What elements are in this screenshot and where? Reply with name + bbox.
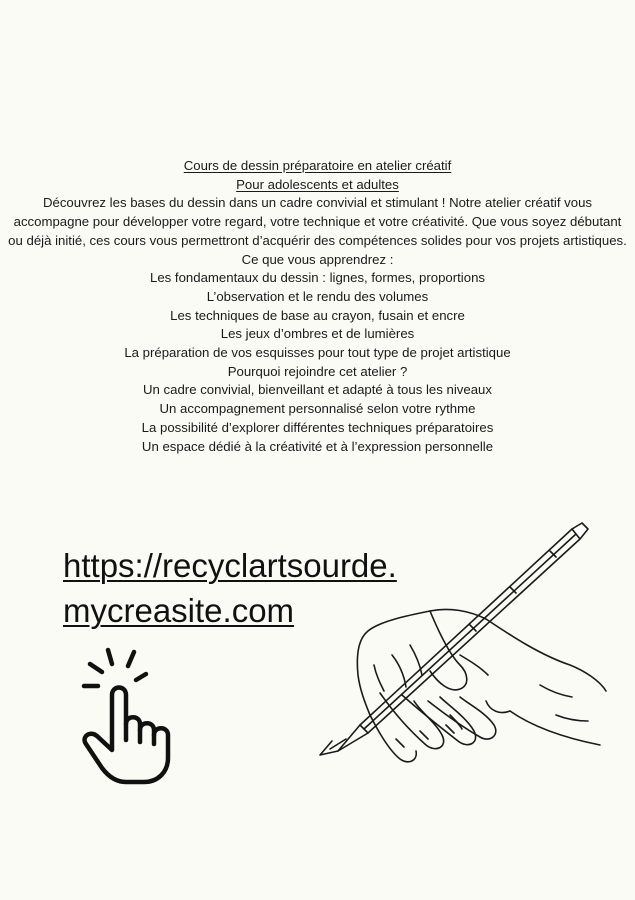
course-title: Cours de dessin préparatoire en atelier créatif [183, 158, 452, 173]
why-item: Un accompagnement personnalisé selon votre rythme [159, 401, 476, 417]
course-subtitle: Pour adolescents et adultes [236, 176, 399, 192]
why-item: Un cadre convivial, bienveillant et adapté à tous les niveaux [143, 382, 492, 398]
why-item: Un espace dédié à la créativité et à l’expression personnelle [141, 438, 494, 454]
learn-item: L’observation et le rendu des volumes [206, 288, 429, 304]
course-description [0, 157, 635, 456]
learn-item: La préparation de vos esquisses pour tout type de projet artistique [124, 345, 511, 361]
why-item: La possibilité d’explorer différentes techniques préparatoires [141, 419, 494, 435]
why-heading: Pourquoi rejoindre cet atelier ? [227, 363, 408, 379]
website-link-line1[interactable]: https://recyclartsourde. [63, 547, 397, 584]
website-link-line2[interactable]: mycreasite.com [63, 592, 295, 629]
learn-heading: Ce que vous apprendrez : [241, 251, 394, 267]
hand-click-icon [78, 640, 188, 785]
intro-paragraph: Découvrez les bases du dessin dans un cadre convivial et stimulant ! Notre atelier créatif vous accompagne pour développer votre regard, votre technique et votre créativité. Que vous soyez débutant ou déjà initié, ces cours vous permettront d’acquérir des compétences solides pour vos projets artistiques. [8, 195, 627, 248]
learn-item: Les jeux d’ombres et de lumières [220, 326, 415, 342]
learn-item: Les fondamentaux du dessin : lignes, formes, proportions [149, 270, 485, 286]
hand-with-pencil-illustration [310, 515, 610, 805]
learn-item: Les techniques de base au crayon, fusain et encre [170, 307, 465, 323]
